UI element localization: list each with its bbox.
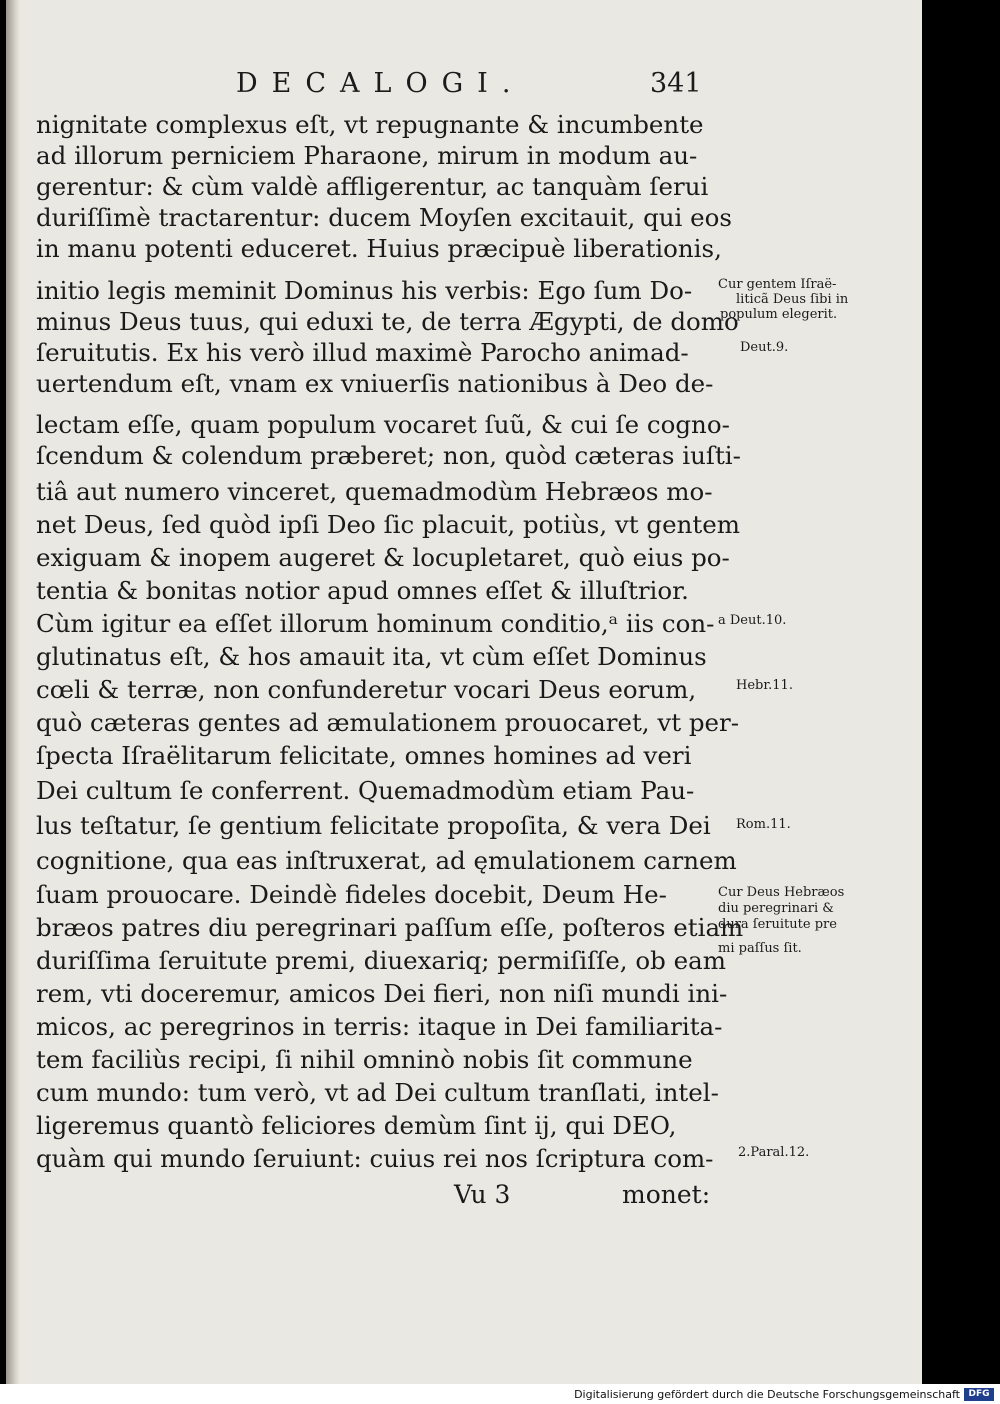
body-line: Cùm igitur ea eſſet illorum hominum conditio,ᵃ iis con- [36, 609, 715, 638]
body-line: cœli & terræ, non confunderetur vocari Deus eorum, [36, 675, 697, 704]
margin-note-line: Cur Deus Hebræos [718, 885, 845, 900]
margin-note-line: liticã Deus ſibi in [736, 292, 849, 307]
margin-note-line: dura ſeruitute pre [718, 917, 837, 932]
running-head: DECALOGI. [236, 68, 525, 99]
body-line: gerentur: & cùm valdè affligerentur, ac tanquàm ſerui [36, 172, 709, 201]
dfg-logo: DFG [964, 1388, 994, 1401]
body-line: uertendum eſt, vnam ex vniuerſis nationibus à Deo de- [36, 369, 714, 398]
body-line: exiguam & inopem augeret & locupletaret, quò eius po- [36, 543, 730, 572]
body-line: bræos patres diu peregrinari paſſum eſſe, poſteros etiam [36, 913, 744, 942]
body-line: minus Deus tuus, qui eduxi te, de terra Ægypti, de domo [36, 307, 739, 336]
body-line: initio legis meminit Dominus his verbis: Ego ſum Do- [36, 276, 693, 305]
body-line: cum mundo: tum verò, vt ad Dei cultum tranſlati, intel- [36, 1078, 719, 1107]
body-line: ſpecta Iſraëlitarum felicitate, omnes homines ad veri [36, 741, 692, 770]
book-page [6, 0, 922, 1384]
margin-note-line: Cur gentem Iſraë- [718, 277, 837, 292]
body-line: Dei cultum ſe conferrent. Quemadmodùm etiam Pau- [36, 776, 695, 805]
body-line: ſeruitutis. Ex his verò illud maximè Parocho animad- [36, 338, 689, 367]
body-line: tiâ aut numero vinceret, quemadmodùm Hebræos mo- [36, 477, 713, 506]
body-line: tentia & bonitas notior apud omnes eſſet & illuſtrior. [36, 576, 689, 605]
body-line: glutinatus eſt, & hos amauit ita, vt cùm eſſet Dominus [36, 642, 707, 671]
margin-note: Rom.11. [736, 817, 791, 832]
body-line: lus teſtatur, ſe gentium felicitate propoſita, & vera Dei [36, 811, 711, 840]
margin-note: Hebr.11. [736, 678, 793, 693]
body-line: quò cæteras gentes ad æmulationem prouocaret, vt per- [36, 708, 740, 737]
scan-footer-bar [0, 1384, 1000, 1404]
margin-note-ref: Deut.9. [740, 340, 789, 355]
margin-note-line: populum elegerit. [720, 307, 838, 322]
body-line: ſcendum & colendum præberet; non, quòd cæteras iuſti- [36, 441, 741, 470]
body-line: ſuam prouocare. Deindè fideles docebit, Deum He- [36, 880, 667, 909]
body-line: tem faciliùs recipi, ſi nihil omninò nobis ſit commune [36, 1045, 693, 1074]
margin-note: a Deut.10. [718, 613, 787, 628]
signature-mark: Vu 3 [454, 1180, 511, 1209]
body-line: in manu potenti educeret. Huius præcipuè liberationis, [36, 234, 722, 263]
margin-note-line: mi paſſus ſit. [718, 941, 802, 956]
margin-note-line: diu peregrinari & [718, 901, 834, 916]
funding-credit: Digitalisierung gefördert durch die Deutsche Forschungsgemeinschaft [574, 1388, 960, 1401]
body-line: micos, ac peregrinos in terris: itaque in Dei familiarita- [36, 1012, 723, 1041]
body-line: nignitate complexus eſt, vt repugnante & incumbente [36, 110, 704, 139]
body-line: duriſſimè tractarentur: ducem Moyſen excitauit, qui eos [36, 203, 732, 232]
catchword: monet: [622, 1180, 711, 1209]
body-line: net Deus, ſed quòd ipſi Deo ſic placuit, potiùs, vt gentem [36, 510, 740, 539]
page-number: 341 [650, 68, 702, 99]
body-line: duriſſima ſeruitute premi, diuexariq; permiſiſſe, ob eam [36, 946, 726, 975]
body-line: ligeremus quantò feliciores demùm ſint ij, qui DEO, [36, 1111, 677, 1140]
body-line: lectam eſſe, quam populum vocaret ſuũ, & cui ſe cogno- [36, 410, 730, 439]
body-line: rem, vti doceremur, amicos Dei fieri, non niſi mundi ini- [36, 979, 728, 1008]
body-line: cognitione, qua eas inſtruxerat, ad ęmulationem carnem [36, 846, 737, 875]
body-line: ad illorum perniciem Pharaone, mirum in modum au- [36, 141, 698, 170]
page-gutter-shadow [6, 0, 20, 1384]
body-line: quàm qui mundo ſeruiunt: cuius rei nos ſcriptura com- [36, 1144, 714, 1173]
margin-note: 2.Paral.12. [738, 1145, 810, 1160]
